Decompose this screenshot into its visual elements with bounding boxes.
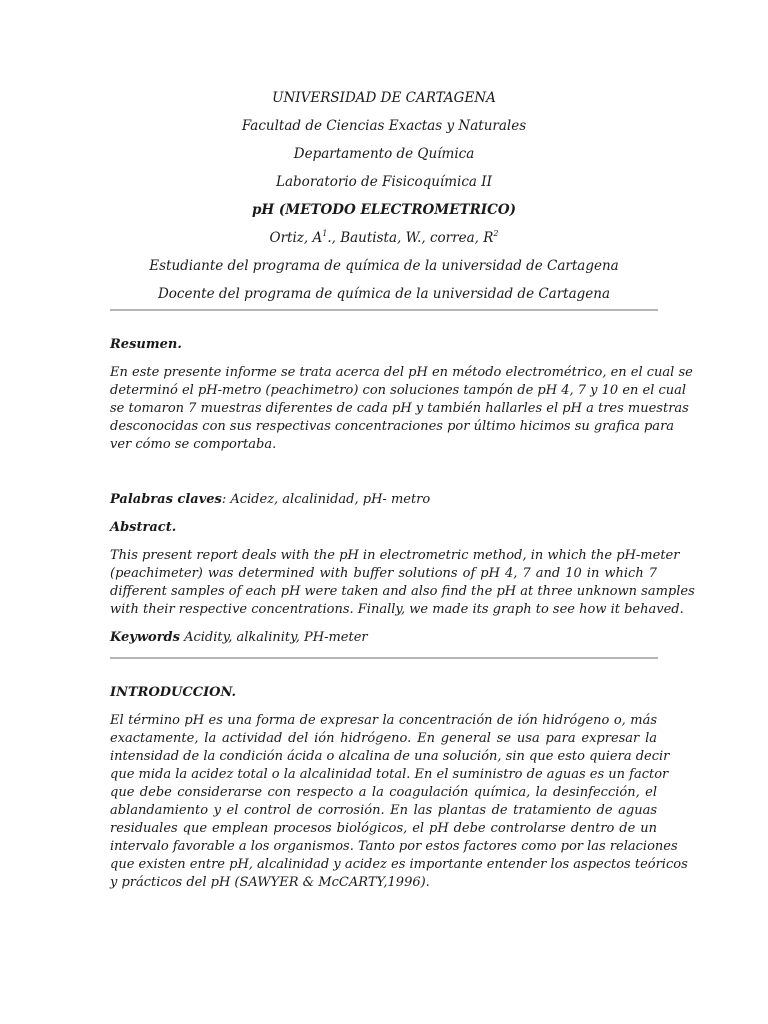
palabras-claves — [110, 491, 657, 509]
paper-header — [0, 84, 768, 308]
abstract-section — [110, 519, 695, 619]
resumen-line: determinó el pH-metro (peachimetro) con soluciones tampón de pH 4, 7 y 10 en el cual — [110, 383, 687, 398]
paper-title: pH (METODO ELECTROMETRICO) — [251, 202, 517, 218]
resumen-line: se tomaron 7 muestras diferentes de cada pH y también hallarles el pH a tres muestras — [110, 401, 689, 416]
abstract-line: This present report deals with the pH in electrometric method, in which the pH-meter — [110, 548, 680, 563]
resumen-line: ver cómo se comportaba. — [110, 437, 277, 452]
abstract-line: with their respective concentrations. Finally, we made its graph to see how it behaved. — [110, 602, 684, 617]
abstract-line: (peachimeter) was determined with buffer solutions of pH 4, 7 and 10 in which 7 — [110, 566, 657, 581]
introduccion-line: que existen entre pH, alcalinidad y acidez es importante entender los aspectos teóricos — [110, 857, 688, 872]
keywords-label: Keywords — [110, 630, 180, 645]
palabras-claves-text: : Acidez, alcalinidad, pH- metro — [221, 492, 431, 507]
introduccion-line: y prácticos del pH (SAWYER & McCARTY,1996). — [110, 875, 430, 890]
abstract-body — [110, 547, 695, 619]
introduccion-line: que mida la acidez total o la alcalinidad total. En el suministro de aguas es un factor — [110, 767, 669, 782]
introduccion-section — [110, 684, 688, 892]
laboratory-name: Laboratorio de Fisicoquímica II — [276, 174, 492, 190]
faculty-name: Facultad de Ciencias Exactas y Naturales — [241, 118, 527, 134]
affiliation-student: Estudiante del programa de química de la universidad de Cartagena — [149, 258, 619, 274]
affiliation-mark-1: 1 — [322, 229, 328, 238]
affiliation-teacher: Docente del programa de química de la universidad de Cartagena — [157, 286, 611, 302]
resumen-section — [110, 336, 693, 454]
introduccion-line: El término pH es una forma de expresar la concentración de ión hidrógeno o, más — [110, 713, 657, 728]
abstract-heading: Abstract. — [110, 520, 177, 535]
resumen-line: En este presente informe se trata acerca del pH en método electrométrico, en el cual se — [110, 365, 693, 380]
introduccion-line: intervalo favorable a los organismos. Tanto por estos factores como por las relaciones — [110, 839, 678, 854]
palabras-claves-label: Palabras claves — [110, 492, 222, 507]
university-name: UNIVERSIDAD DE CARTAGENA — [272, 90, 496, 106]
introduccion-line: exactamente, la actividad del ión hidrógeno. En general se usa para expresar la — [110, 731, 657, 746]
department-name: Departamento de Química — [293, 146, 475, 162]
abstract-divider — [110, 657, 658, 659]
introduccion-line: ablandamiento y el control de corrosión. En las plantas de tratamiento de aguas — [110, 803, 657, 818]
introduccion-line: que debe considerarse con respecto a la coagulación química, la desinfección, el — [110, 785, 657, 800]
introduccion-line: intensidad de la condición ácida o alcalina de una solución, sin que esto quiera decir — [110, 749, 670, 764]
introduccion-heading: INTRODUCCION. — [110, 685, 237, 700]
keywords-text: Acidity, alkalinity, PH-meter — [179, 630, 368, 645]
resumen-heading: Resumen. — [110, 337, 182, 352]
author-names-rest: ., Bautista, W., correa, R — [327, 230, 494, 246]
author-list — [0, 224, 768, 252]
introduccion-line: residuales que emplean procesos biológicos, el pH debe controlarse dentro de un — [110, 821, 657, 836]
affiliation-mark-2: 2 — [493, 229, 499, 238]
resumen-body — [110, 364, 693, 454]
abstract-line: different samples of each pH were taken and also find the pH at three unknown samples — [110, 584, 695, 599]
header-divider — [110, 309, 658, 311]
resumen-line: desconocidas con sus respectivas concentraciones por último hicimos su grafica para — [110, 419, 675, 434]
author-name-1: Ortiz, A — [269, 230, 323, 246]
keywords — [110, 629, 657, 647]
introduccion-body — [110, 712, 688, 892]
